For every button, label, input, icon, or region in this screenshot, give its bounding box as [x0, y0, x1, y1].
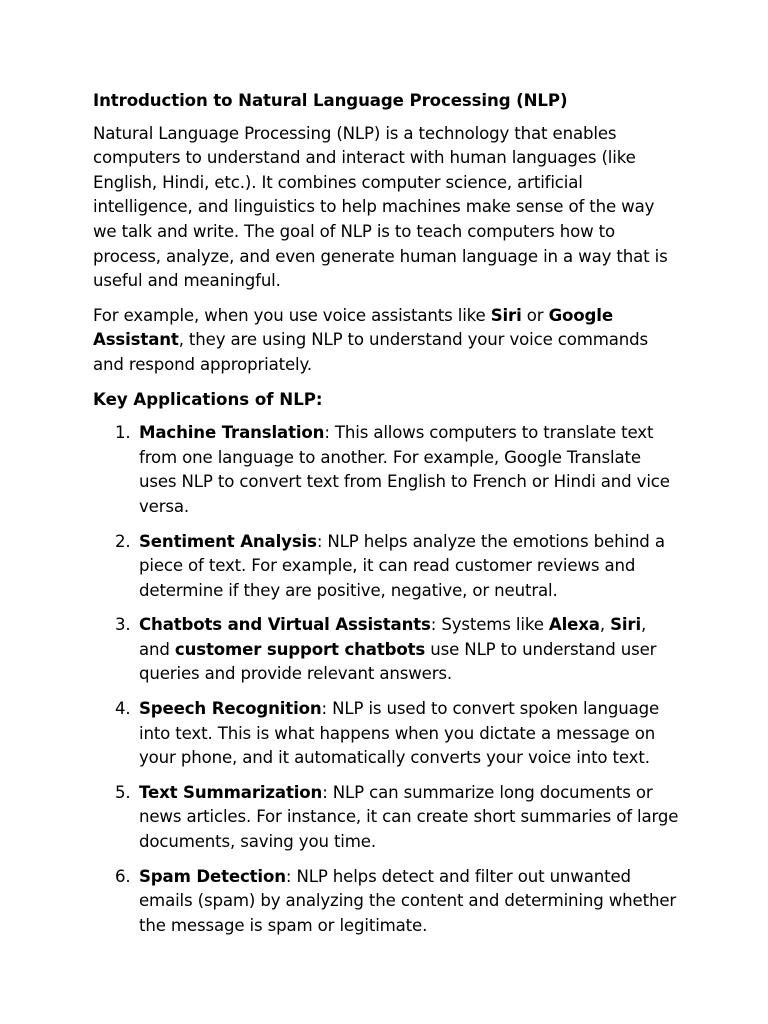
list-item-speech-recognition: [93, 697, 680, 771]
list-number: 1.: [115, 423, 131, 443]
applications-list: [93, 421, 680, 938]
list-number: 4.: [115, 699, 131, 719]
list-item-text-1: : Systems like: [430, 615, 549, 635]
list-item-siri: Siri: [610, 615, 641, 635]
example-text-1: For example, when you use voice assistants like: [93, 305, 491, 325]
example-text-3: , they are using NLP to understand your voice commands and respond appropriately.: [93, 330, 649, 374]
list-number: 3.: [115, 615, 131, 635]
list-item-support-chatbots: customer support chatbots: [174, 639, 426, 659]
list-number: 5.: [115, 782, 131, 802]
list-item-term: Sentiment Analysis: [139, 531, 317, 551]
list-item-text: : NLP is used to convert spoken language into text. This is what happens when you dictate a message on your phone, and it automatically converts your voice into text.: [139, 699, 660, 768]
list-item-text-summarization: [93, 781, 680, 855]
list-item-term: Machine Translation: [139, 423, 325, 443]
list-item-term: Text Summarization: [139, 782, 323, 802]
document-title: Introduction to Natural Language Processing (NLP): [93, 91, 568, 110]
example-paragraph: [93, 304, 680, 378]
list-item-text: : This allows computers to translate text from one language to another. For example, Google Translate uses NLP to convert text from English to French or Hindi and vice versa.: [139, 423, 670, 516]
list-item-text-2: ,: [599, 615, 611, 635]
example-siri: Siri: [490, 305, 522, 325]
list-item-term: Speech Recognition: [139, 699, 322, 719]
list-item-chatbots: [93, 613, 680, 687]
list-item-text: : NLP helps analyze the emotions behind a piece of text. For example, it can read customer reviews and determine if they are positive, negative, or neutral.: [139, 531, 665, 600]
list-item-text-4: use NLP to understand user queries and provide relevant answers.: [139, 639, 657, 684]
list-item-term: Chatbots and Virtual Assistants: [139, 615, 431, 635]
list-item-text: : NLP can summarize long documents or news articles. For instance, it can create short summaries of large documents, saving you time.: [139, 782, 679, 852]
list-item-term: Spam Detection: [139, 866, 286, 886]
list-item-text-3: , and: [139, 615, 647, 659]
list-item-sentiment-analysis: [93, 530, 680, 604]
example-google-assistant: Google Assistant: [93, 305, 613, 350]
applications-heading: Key Applications of NLP:: [93, 389, 323, 409]
list-item-spam-detection: [93, 865, 680, 939]
list-item-machine-translation: [93, 421, 680, 519]
list-number: 6.: [115, 866, 131, 886]
example-text-2: or: [521, 305, 549, 325]
list-number: 2.: [115, 531, 131, 551]
intro-paragraph: Natural Language Processing (NLP) is a technology that enables computers to understand and interact with human languages (like English, Hindi, etc.). It combines computer science, artificial intelligence, and linguistics to help machines make sense of the way we talk and write. The goal of NLP is to teach computers how to process, analyze, and even generate human language in a way that is useful and meaningful.: [93, 123, 668, 291]
list-item-text: : NLP helps detect and filter out unwanted emails (spam) by analyzing the content and determining whether the message is spam or legitimate.: [139, 866, 677, 935]
list-item-alexa: Alexa: [548, 615, 600, 635]
